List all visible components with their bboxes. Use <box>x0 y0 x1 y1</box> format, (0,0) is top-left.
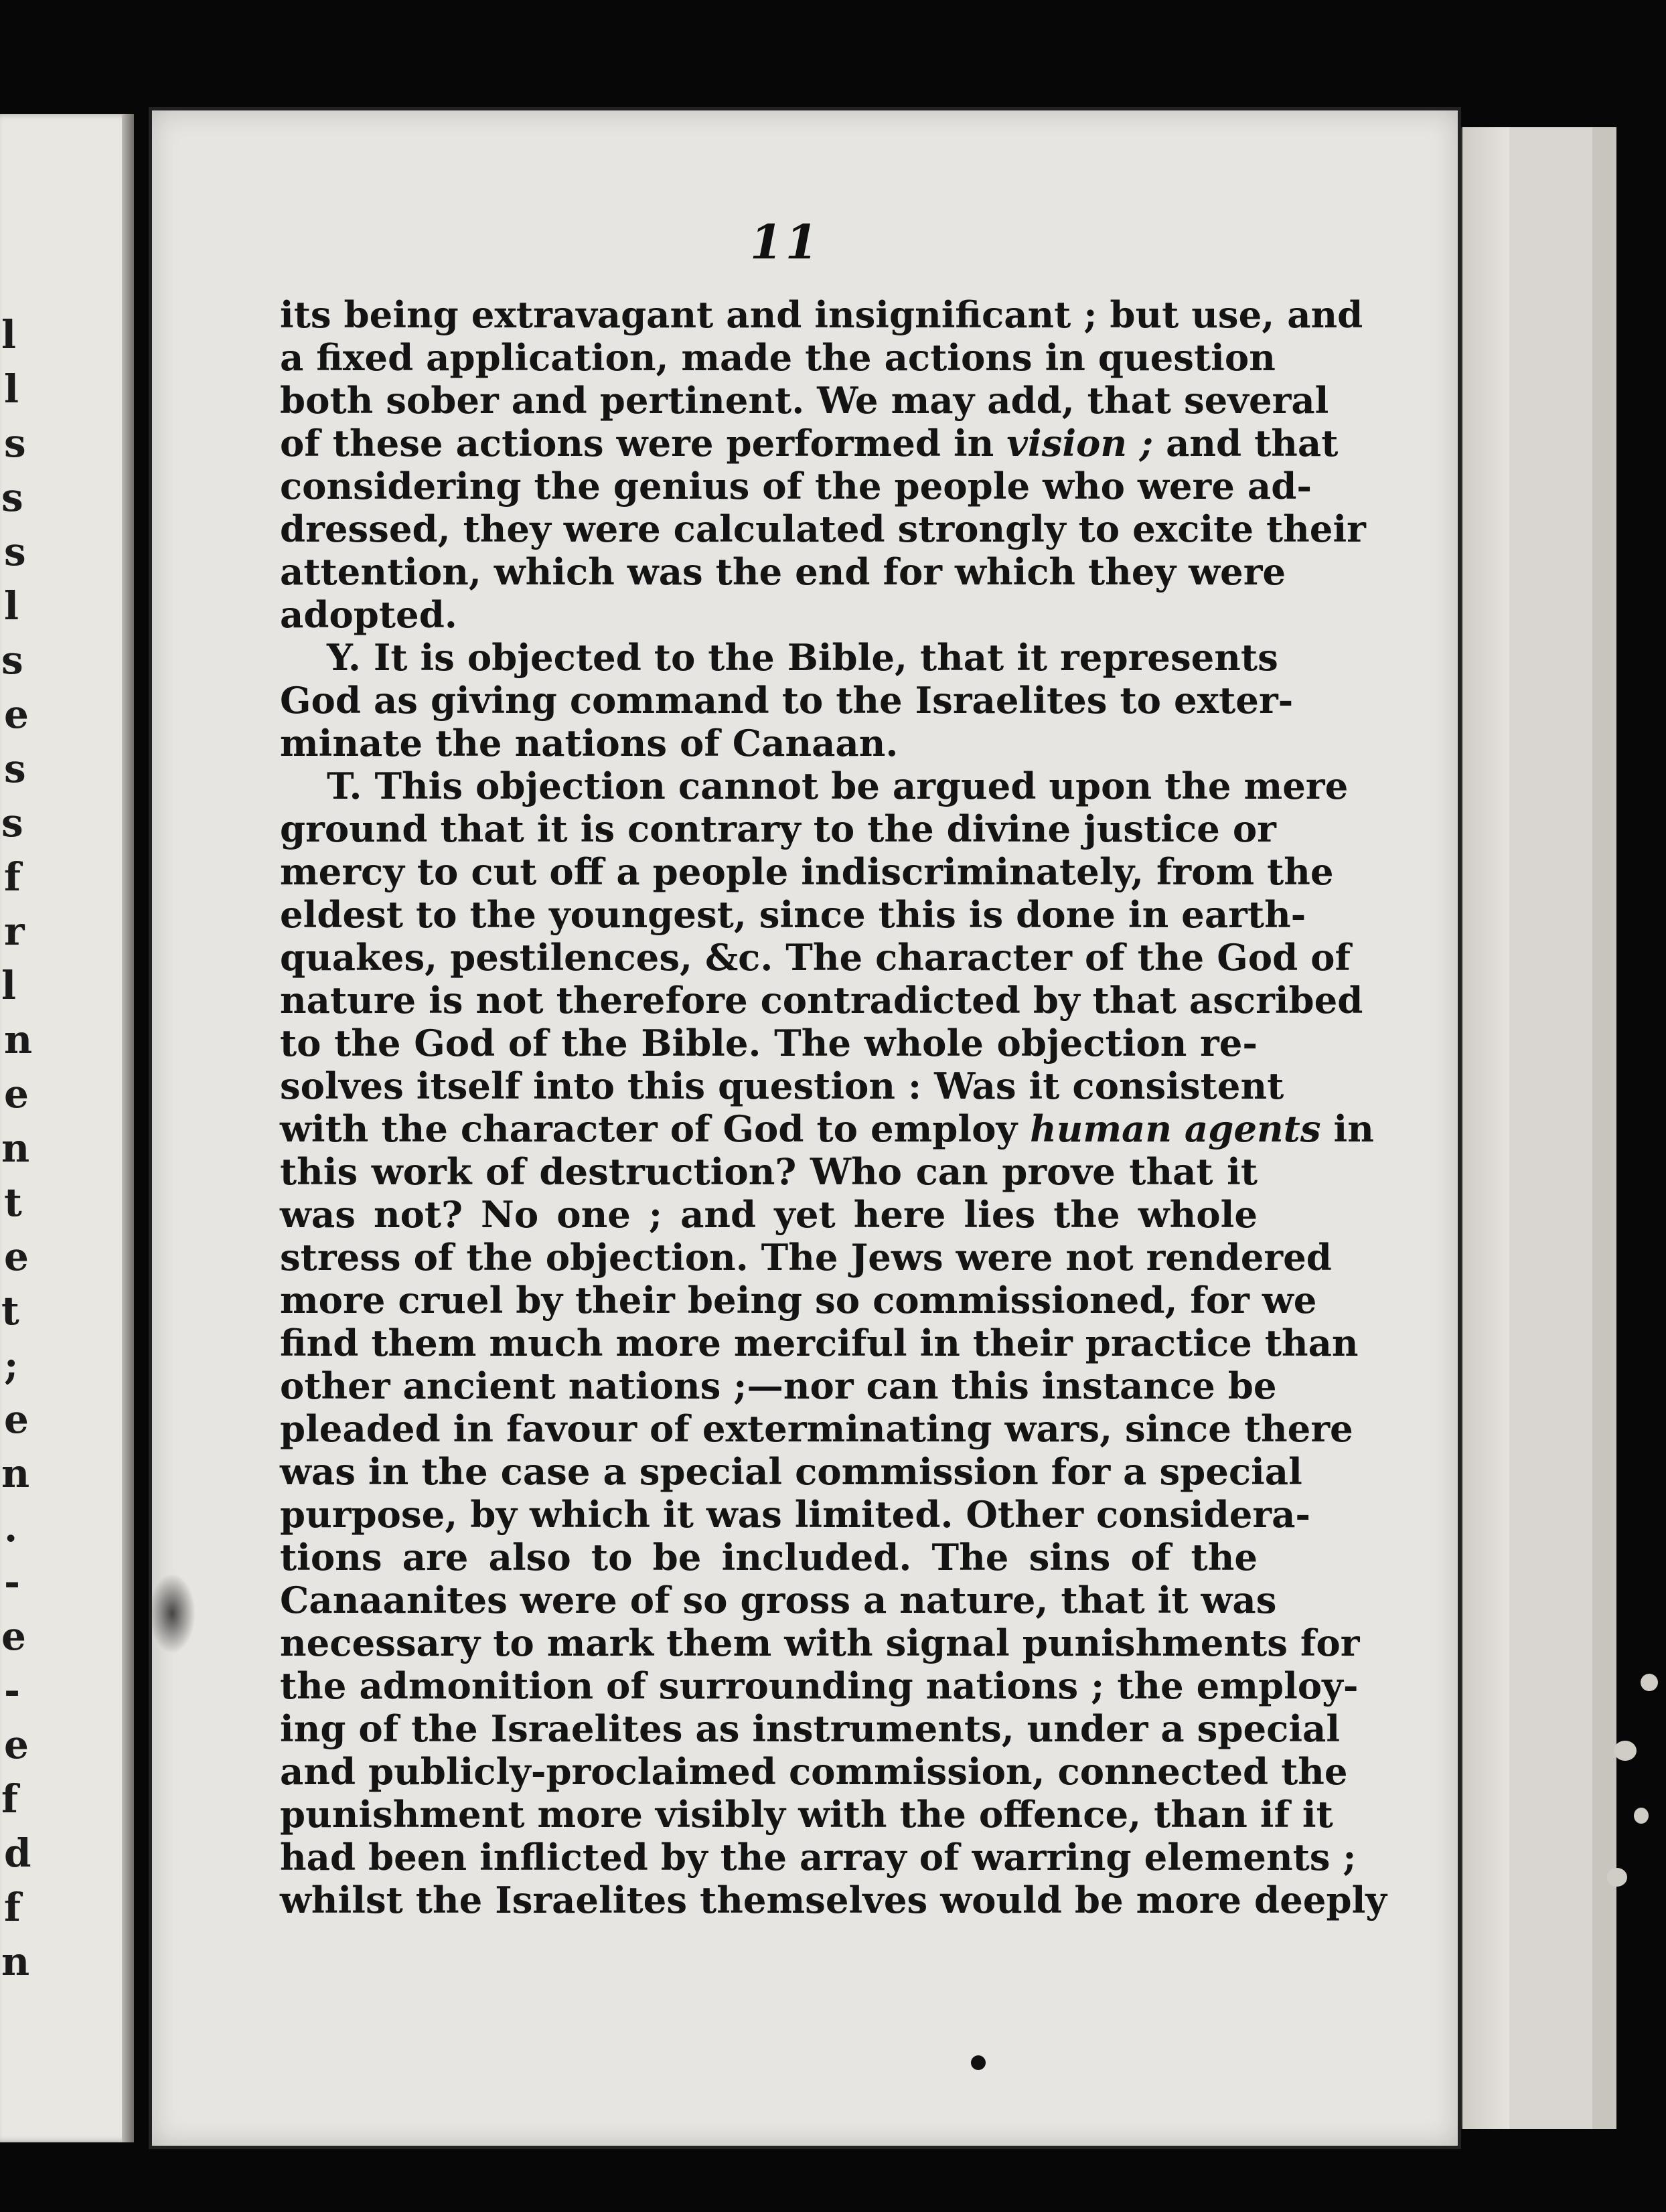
margin-char: e <box>4 1071 29 1117</box>
ink-dot <box>971 2055 986 2070</box>
margin-char: l <box>4 366 19 412</box>
margin-char: n <box>1 1451 30 1496</box>
text-line: find them much more merciful in their practice than <box>280 1322 1359 1364</box>
text-line: mercy to cut off a people indiscriminately, from the <box>280 850 1334 893</box>
text-line: stress of the objection. The Jews were not rendered <box>280 1236 1332 1279</box>
text-line: ground that it is contrary to the divine justice or <box>280 807 1276 850</box>
margin-char: f <box>1 1776 18 1822</box>
text-line: whilst the Israelites themselves would be more deeply <box>280 1879 1387 1921</box>
page-edge-strip <box>1592 127 1616 2129</box>
margin-char: n <box>4 1017 33 1062</box>
text-line: eldest to the youngest, since this is done in earth- <box>280 893 1306 936</box>
margin-char: e <box>4 1397 29 1442</box>
margin-char: l <box>1 963 17 1008</box>
margin-char: t <box>1 1288 19 1334</box>
facing-page-left <box>0 114 134 2142</box>
margin-char: r <box>4 908 25 954</box>
text-line: its being extravagant and insignificant ; but use, and <box>280 293 1363 336</box>
text-line: was in the case a special commission for a special <box>280 1450 1302 1493</box>
margin-char: e <box>4 1234 29 1279</box>
text-line: punishment more visibly with the offence, than if it <box>280 1793 1333 1836</box>
text-line: T. This objection cannot be argued upon the mere <box>327 765 1349 807</box>
text-line: with the character of God to employ human agents <box>280 1107 1321 1150</box>
text-line: Y. It is objected to the Bible, that it represents <box>327 636 1278 679</box>
text-line: ing of the Israelites as instruments, under a special <box>280 1707 1341 1750</box>
text-line: was not? No one ; and yet here lies the whole <box>280 1193 1258 1236</box>
margin-char: l <box>1 312 17 358</box>
margin-char: . <box>4 1505 18 1551</box>
text-line: a fixed application, made the actions in question <box>280 336 1276 379</box>
margin-char: f <box>4 854 21 900</box>
ink-smudge <box>149 1573 196 1654</box>
text-line: more cruel by their being so commissioned, for we <box>280 1279 1317 1322</box>
margin-char: e <box>1 1613 26 1659</box>
margin-char: - <box>4 1668 21 1713</box>
margin-char: - <box>4 1559 21 1605</box>
text-line: necessary to mark them with signal punishments for <box>280 1622 1360 1664</box>
text-line: other ancient nations ;—nor can this instance be <box>280 1364 1277 1407</box>
text-line: Canaanites were of so gross a nature, that it was <box>280 1579 1277 1622</box>
page-edge <box>1462 127 1509 2129</box>
margin-char: t <box>4 1180 22 1225</box>
speck <box>1634 1808 1649 1824</box>
text-line: God as giving command to the Israelites to exter- <box>280 679 1294 722</box>
text-line: minate the nations of Canaan. <box>280 722 899 765</box>
margin-char: s <box>1 800 23 846</box>
margin-char: s <box>4 420 26 466</box>
text-line: tions are also to be included. The sins of the <box>280 1536 1258 1579</box>
margin-char: s <box>4 746 26 791</box>
page-number: 11 <box>750 214 821 270</box>
margin-char: n <box>1 1939 30 1984</box>
text-line: both sober and pertinent. We may add, that several <box>280 379 1329 422</box>
margin-char: l <box>4 583 19 629</box>
speck <box>1641 1674 1658 1691</box>
text-line: adopted. <box>280 593 457 636</box>
margin-char: ; <box>4 1342 19 1388</box>
speck <box>1614 1741 1637 1761</box>
text-line: purpose, by which it was limited. Other considera- <box>280 1493 1311 1536</box>
margin-char: s <box>4 529 26 574</box>
text-line: dressed, they were calculated strongly to excite their <box>280 507 1366 550</box>
margin-char: s <box>1 637 23 683</box>
margin-char: s <box>1 475 23 520</box>
page-body-text <box>280 293 1387 1921</box>
facing-page-right <box>1458 127 1616 2129</box>
text-line: the admonition of surrounding nations ; the employ- <box>280 1664 1359 1707</box>
text-line: considering the genius of the people who were ad- <box>280 465 1312 507</box>
margin-char: e <box>4 692 29 737</box>
speck <box>1607 1868 1627 1887</box>
margin-char: e <box>4 1722 29 1767</box>
text-line: attention, which was the end for which they were <box>280 550 1286 593</box>
margin-char: d <box>4 1830 31 1876</box>
text-line: and publicly-proclaimed commission, connected the <box>280 1750 1348 1793</box>
text-line: solves itself into this question : Was it consistent <box>280 1064 1284 1107</box>
margin-char: n <box>1 1125 30 1171</box>
text-line: quakes, pestilences, &c. The character of the God of <box>280 936 1351 979</box>
text-line: pleaded in favour of exterminating wars, since there <box>280 1407 1353 1450</box>
text-line: of these actions were performed in vision ; and that <box>280 422 1339 465</box>
margin-char: f <box>4 1885 21 1930</box>
text-line: had been inflicted by the array of warring elements ; <box>280 1836 1357 1879</box>
binding-gutter <box>122 114 134 2142</box>
text-line: to the God of the Bible. The whole objection re- <box>280 1022 1258 1064</box>
text-line: this work of destruction? Who can prove that it <box>280 1150 1258 1193</box>
text-line: nature is not therefore contradicted by that ascribed <box>280 979 1363 1022</box>
